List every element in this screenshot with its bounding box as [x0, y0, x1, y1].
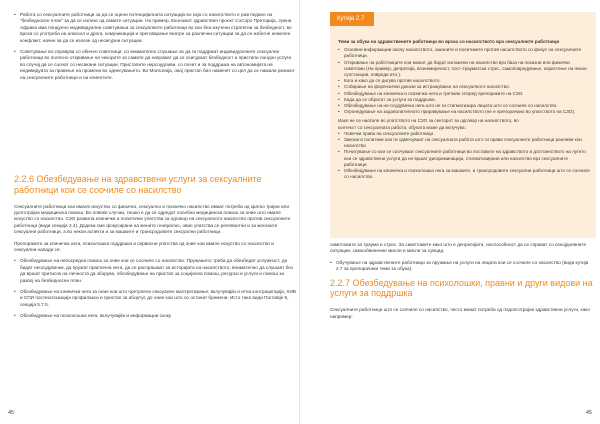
training-bullet: • Обучување на здравствените работници за пружање на услуги на лицата кои се соочиле со насилство (види кутија 2.7 за препорачани теми за обука).	[330, 260, 596, 273]
right-text-column	[330, 242, 596, 325]
right-page	[300, 0, 600, 424]
box-item: • Обезбедување на клиничка и психичка нега и третман според препораките на СЗО.	[338, 91, 590, 97]
section-2-2-7-paragraph: Сексуалните работници што се соочиле со насилство, често имаат потреба од подолготрајни здравствени услуги, како например:	[330, 307, 591, 319]
box-note-1: Иако не се наоѓале во упатството на СЗО за секторот за одговор на насилството, во	[338, 118, 519, 124]
page-number-right: 45	[585, 410, 592, 416]
recommendation-bullet-3: • Обезбедување на психолошка нега, вклучувајќи и информации скоку	[14, 313, 297, 319]
box-item: • Када да се обратат за услуги за поддршка.	[338, 97, 590, 103]
left-section	[14, 174, 297, 325]
section-paragraph-1: Сексуалните работници кои имале искуство со физичко, сексуално и психичко насилство имаат потреба од кратко трајни или долготрајна медицинска помош. Во повеќе случаи, тешко е да се одредат посебна медицинска помош за оние што имале искуство со насилство. СЗО развила клинички и политички упатства за одговор на сексуалното насилство против сексуалните работници (види секција 2.4). Додека сме фокусирани на жените генерално, овие упатства се релевантни и за женските сексуални работници, а во некои аспекти и за машките и трансродовите сексуални работници.	[14, 203, 291, 235]
box-item-secondary: • Закони и политики кои ги одмесуваат на сексуалната работа што ги прави сексуалните работници ранливи кон насилство	[338, 137, 590, 149]
box-item-secondary: • Обезбедување на клиничка и психолошка нега за машките, и трансродовите сексуални работници што се соочиле со насилство.	[338, 168, 590, 180]
box-item: • Основни информации околу насилството, законите и политиките против насилството со фокус на сексуалните работници.	[338, 47, 590, 59]
page-number-left: 45	[8, 410, 15, 416]
box-body	[338, 39, 590, 180]
box-note-2: контекст со сексуалната работа, обуката може да вклучува:	[338, 124, 466, 130]
section-paragraph-2: Препораките за клиничка нега, психолошка поддршка и сервисни упатства од оние кои имале искуство со насилство и сексуални напади се:	[14, 240, 274, 253]
box-item-secondary: • Човечки права на сексуалните работници	[338, 131, 590, 137]
section-heading-2-2-6: 2.2.6 Обезбедување на здравствени услуги за сексуалните работници кои се соочиле со насилство	[14, 174, 262, 195]
section-heading-2-2-7: 2.2.7 Обезбедување на психолошки, правни и други видови на услуги за поддршка	[330, 277, 593, 299]
box-item: • Огронедување на задоволителното приравување на насилството (не е препорачано во упатството на СЗО).	[338, 109, 590, 115]
box-item: • Собирање на форензички докази за истражување на сексуалното насилство.	[338, 84, 590, 90]
box-item: • Откривање на работниците кои можат да бидат изложени на насилство врз база на показни или физички симптоми (На пример, депресија, вознемиреност, пост-трауматски стрес, самоповредување, користење на некои супстанции, повреди итн.).	[338, 60, 590, 79]
recommendation-bullet-2: • Обезбедување на клиничка нега за оние кои што претрпеле сексуален мaлтретирање, вклучувајќи и итна контрацепција, ХИВ и СПИ постекспозиција профилакса и пристап за абортус до оние кои што се останат бремени. Исто така види Поглавје 5, секција 5.7.5.	[14, 289, 297, 308]
box-item: • Кога и како да се дигува против насилството.	[338, 78, 590, 84]
box-2-7	[330, 12, 596, 238]
box-tab-label: Кутија 2.7	[330, 12, 374, 26]
intro-bullet-1: • Работа со сексуалните работници за да се оцени потенцијалната ситуација во која со насилството е разгледано на "безбеднoсен план" за да се излезе од самите ситуации. На пример, Економот здравствен проект СоСоро Преторија, Јужна Африка има пондуено индивидуални советувања за сексуалните работници во кои беа изучени стратегии за безбедност, во врска со употреба на алкохол и дрога, комуникација и преговарање внатре за различни ситуации за да се избегне нежелен конфликт, начин за да се излезе од несигурни ситуации.	[14, 12, 297, 44]
box-item: • Обезбедување на не-осудувачка нега што не ги стигматизира лицата што се соочиле со насилство.	[338, 103, 590, 109]
box-item-secondary: • Почитување со кои се соочуваат сексуалните работници во поставите на здравството и достоинството на луѓето кои се здравствени услуги да не вршат дискриминација, стигматизирани или насилство врз сексуалните работници	[338, 149, 590, 168]
box-title: Теми за обука на здравствените работници во врска со насилството врз сексуалните работници	[338, 39, 560, 44]
left-text-column	[14, 12, 297, 86]
intro-bullet-2: • Советување во справува со обичен советници, со внимателно слушање за да ги поддржат индивидуалните сексуални работници во полесно откривање на чекорите за самите да направат да се осигураат безбедност и пристапи лондон услуги во случај да се соочат со несакани ситуации. Пристапите нерсоудливи, со почит и за поддршка на автономијата на индивидуата за правење на промени во однесувањето. Во Монголија, овој пристап бил наменет со цел да се намали ризикот на сексуалните работници и на клиентите.	[14, 49, 297, 81]
recommendation-bullet-1: • Обезбедување на непосредна помош за оние кои се соочиле со насилство. Пружањето треба да обезбедат услужност, да бидат неосудувачки, да пружат практична нега, да се распрашаат за историјата на насилството, внимателно да слушаат без да вршат притисок на личноста да зборува, обезбедување на пристап за социјална помош, ресурси и услуги и помош за развој на безбедносен план.	[14, 258, 297, 284]
after-box-paragraph: симптомите за траума и стрес. За симптомите како што е депресијата, неспособност да се справат со секојдневните ситуации, самообвинение мисли и мисли за суицид.	[330, 242, 587, 254]
